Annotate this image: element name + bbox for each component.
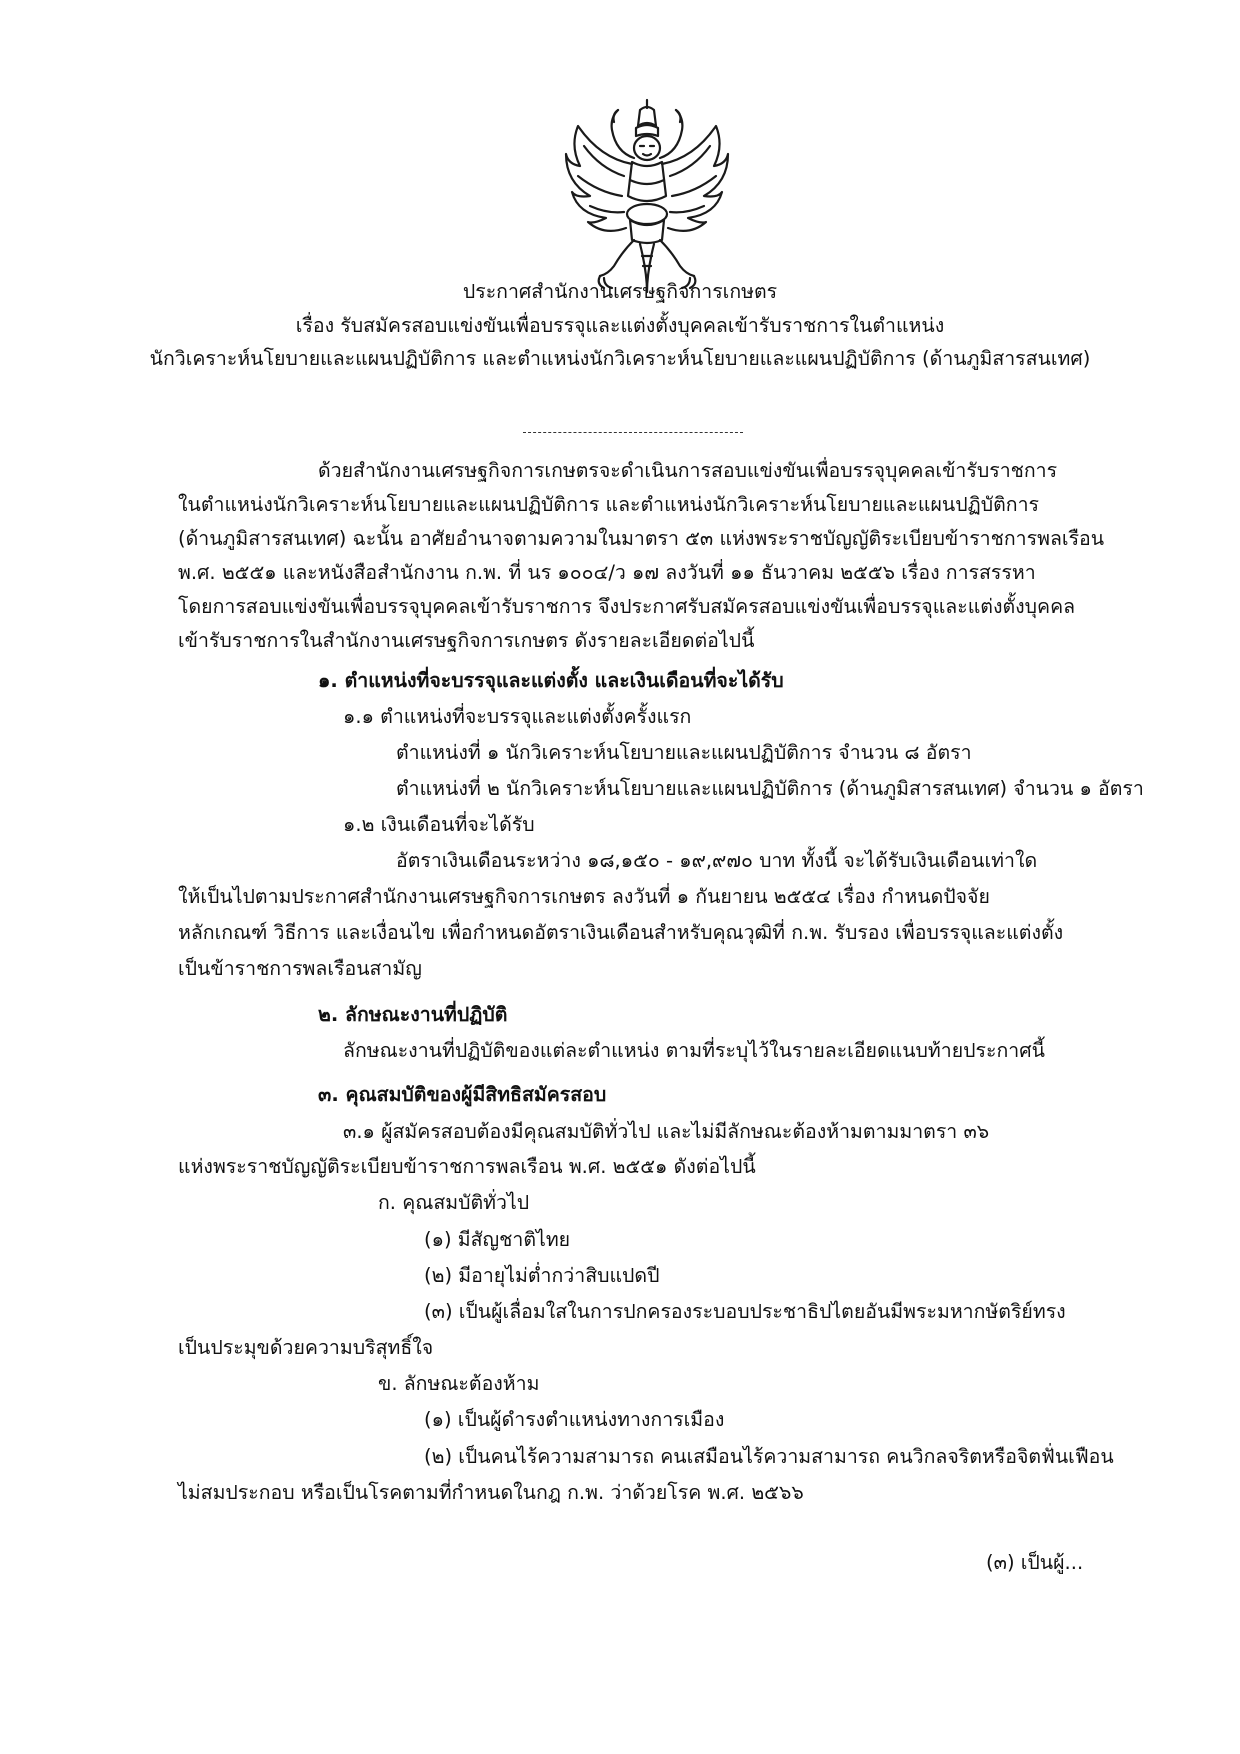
general-qualification-3-line-1: (๓) เป็นผู้เลื่อมใสในการปกครองระบอบประชาธิปไตยอันมีพระมหากษัตริย์ทรง — [424, 1300, 1066, 1323]
intro-line-6: เข้ารับราชการในสำนักงานเศรษฐกิจการเกษตร ดังรายละเอียดต่อไปนี้ — [178, 629, 755, 652]
section-1-2-heading: ๑.๒ เงินเดือนที่จะได้รับ — [343, 813, 535, 836]
position-2: ตำแหน่งที่ ๒ นักวิเคราะห์นโยบายและแผนปฏิบัติการ (ด้านภูมิสารสนเทศ) จำนวน ๑ อัตรา — [396, 777, 1144, 800]
section-1-1-heading: ๑.๑ ตำแหน่งที่จะบรรจุและแต่งตั้งครั้งแรก — [343, 705, 692, 728]
section-3-1-line-2: แห่งพระราชบัญญัติระเบียบข้าราชการพลเรือน พ.ศ. ๒๕๕๑ ดังต่อไปนี้ — [178, 1155, 756, 1178]
section-3-1-line-1: ๓.๑ ผู้สมัครสอบต้องมีคุณสมบัติทั่วไป และไม่มีลักษณะต้องห้ามตามมาตรา ๓๖ — [343, 1120, 990, 1143]
salary-line-3: หลักเกณฑ์ วิธีการ และเงื่อนไข เพื่อกำหนดอัตราเงินเดือนสำหรับคุณวุฒิที่ ก.พ. รับรอง เพื่อบรรจุและแต่งตั้ง — [178, 921, 1064, 944]
section-1-heading: ๑. ตำแหน่งที่จะบรรจุและแต่งตั้ง และเงินเดือนที่จะได้รับ — [318, 669, 784, 692]
salary-line-2: ให้เป็นไปตามประกาศสำนักงานเศรษฐกิจการเกษตร ลงวันที่ ๑ กันยายน ๒๕๕๔ เรื่อง กำหนดปัจจัย — [178, 885, 990, 908]
announcement-title: ประกาศสำนักงานเศรษฐกิจการเกษตร — [462, 280, 778, 303]
section-2-text: ลักษณะงานที่ปฏิบัติของแต่ละตำแหน่ง ตามที่ระบุไว้ในรายละเอียดแนบท้ายประกาศนี้ — [343, 1039, 1045, 1062]
garuda-emblem — [560, 96, 735, 296]
section-3-heading: ๓. คุณสมบัติของผู้มีสิทธิสมัครสอบ — [318, 1083, 607, 1106]
prohibited-item-2-line-2: ไม่สมประกอบ หรือเป็นโรคตามที่กำหนดในกฎ ก.พ. ว่าด้วยโรค พ.ศ. ๒๕๖๖ — [178, 1481, 804, 1504]
subject-line-1: เรื่อง รับสมัครสอบแข่งขันเพื่อบรรจุและแต่งตั้งบุคคลเข้ารับราชการในตำแหน่ง — [295, 314, 945, 337]
prohibited-item-2-line-1: (๒) เป็นคนไร้ความสามารถ คนเสมือนไร้ความสามารถ คนวิกลจริตหรือจิตฟั่นเฟือน — [424, 1445, 1114, 1468]
section-2-heading: ๒. ลักษณะงานที่ปฏิบัติ — [318, 1003, 508, 1026]
intro-line-2: ในตำแหน่งนักวิเคราะห์นโยบายและแผนปฏิบัติการ และตำแหน่งนักวิเคราะห์นโยบายและแผนปฏิบัติการ — [178, 493, 1039, 516]
intro-line-3: (ด้านภูมิสารสนเทศ) ฉะนั้น อาศัยอำนาจตามความในมาตรา ๕๓ แห่งพระราชบัญญัติระเบียบข้าราชการพลเรือน — [178, 527, 1105, 550]
general-qualification-3-line-2: เป็นประมุขด้วยความบริสุทธิ์ใจ — [178, 1336, 434, 1359]
intro-line-4: พ.ศ. ๒๕๕๑ และหนังสือสำนักงาน ก.พ. ที่ นร ๑๐๐๔/ว ๑๗ ลงวันที่ ๑๑ ธันวาคม ๒๕๕๖ เรื่อง การสรรหา — [178, 561, 1036, 584]
prohibited-item-1: (๑) เป็นผู้ดำรงตำแหน่งทางการเมือง — [424, 1408, 725, 1431]
salary-line-1: อัตราเงินเดือนระหว่าง ๑๘,๑๕๐ - ๑๙,๙๗๐ บาท ทั้งนี้ จะได้รับเงินเดือนเท่าใด — [396, 849, 1038, 872]
general-qualifications-heading: ก. คุณสมบัติทั่วไป — [378, 1191, 530, 1214]
subject-line-2: นักวิเคราะห์นโยบายและแผนปฏิบัติการ และตำแหน่งนักวิเคราะห์นโยบายและแผนปฏิบัติการ (ด้านภูมิสารสนเทศ) — [149, 347, 1091, 370]
general-qualification-2: (๒) มีอายุไม่ต่ำกว่าสิบแปดปี — [424, 1264, 660, 1287]
salary-line-4: เป็นข้าราชการพลเรือนสามัญ — [178, 957, 422, 980]
continued-marker: (๓) เป็นผู้... — [986, 1551, 1084, 1574]
general-qualification-1: (๑) มีสัญชาติไทย — [424, 1228, 571, 1251]
position-1: ตำแหน่งที่ ๑ นักวิเคราะห์นโยบายและแผนปฏิบัติการ จำนวน ๘ อัตรา — [396, 741, 972, 764]
intro-line-5: โดยการสอบแข่งขันเพื่อบรรจุบุคคลเข้ารับราชการ จึงประกาศรับสมัครสอบแข่งขันเพื่อบรรจุและแต่งตั้งบุคคล — [178, 595, 1076, 618]
prohibited-heading: ข. ลักษณะต้องห้าม — [378, 1372, 540, 1395]
title-divider — [523, 432, 743, 433]
intro-line-1: ด้วยสำนักงานเศรษฐกิจการเกษตรจะดำเนินการสอบแข่งขันเพื่อบรรจุบุคคลเข้ารับราชการ — [318, 459, 1058, 482]
